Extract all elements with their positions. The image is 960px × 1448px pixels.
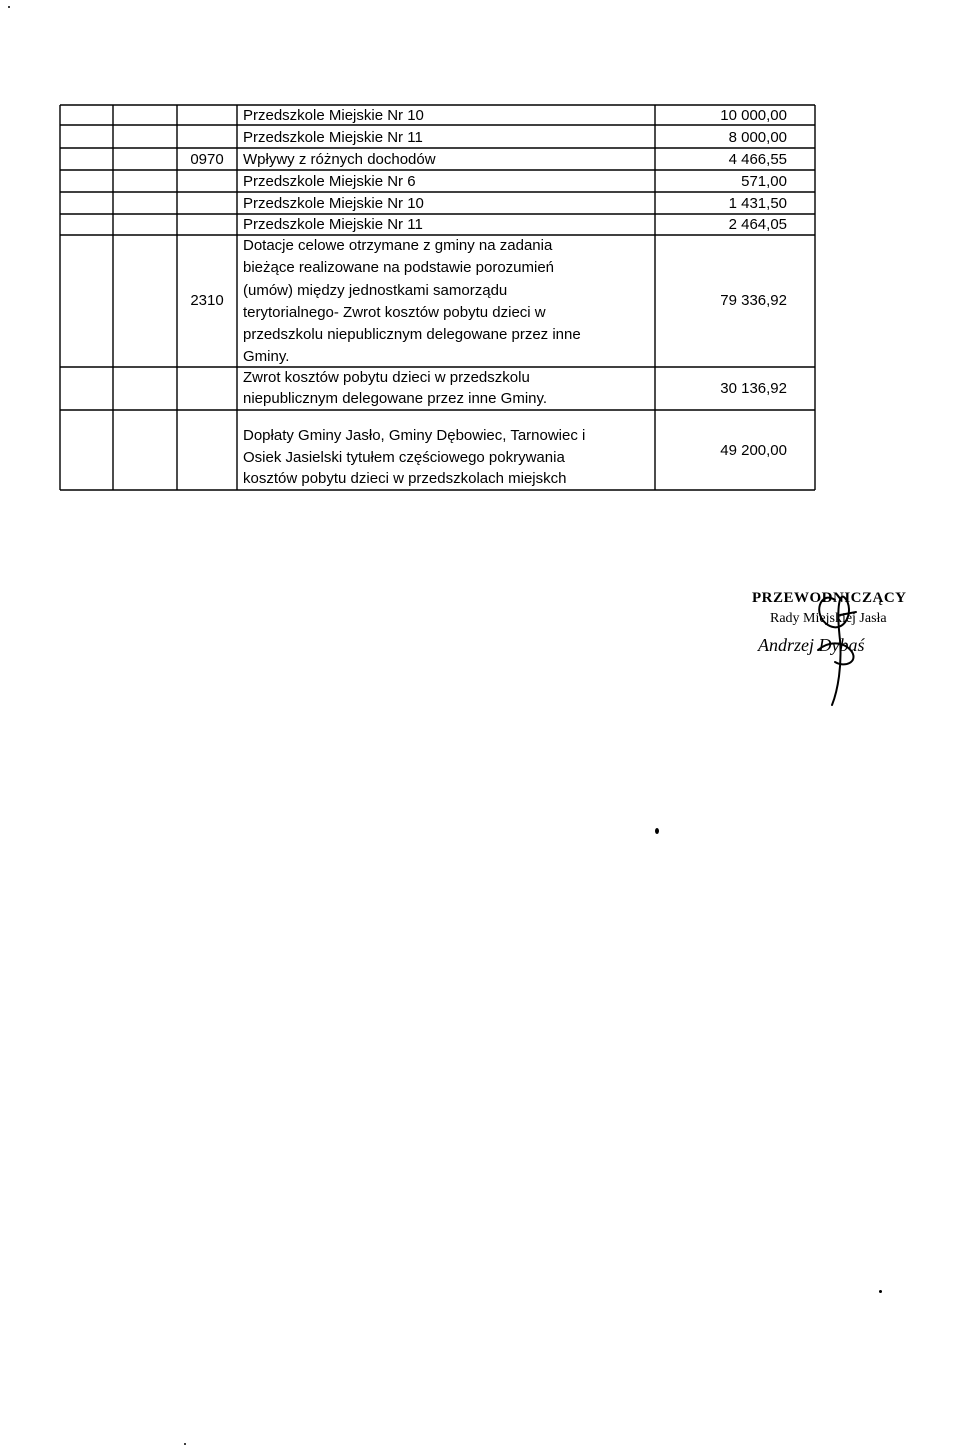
row-description-line: bieżące realizowane na podstawie porozumień	[243, 259, 555, 276]
row-amount: 571,00	[741, 173, 787, 190]
row-description-line: Dopłaty Gminy Jasło, Gminy Dębowiec, Tarnowiec i	[243, 427, 586, 444]
row-description-line: terytorialnego- Zwrot kosztów pobytu dzieci w	[243, 304, 546, 321]
row-description-line: przedszkolu niepublicznym delegowane przez inne	[243, 326, 581, 343]
row-amount: 8 000,00	[728, 129, 787, 146]
signature-title: PRZEWODNICZĄCY	[752, 590, 907, 606]
row-description-line: Gminy.	[243, 348, 290, 365]
row-description-line: Zwrot kosztów pobytu dzieci w przedszkolu	[243, 369, 530, 386]
row-amount: 1 431,50	[728, 195, 787, 212]
row-description-line: niepublicznym delegowane przez inne Gminy.	[243, 390, 548, 407]
scan-speck	[8, 6, 10, 8]
row-amount: 30 136,92	[720, 380, 787, 397]
row-description-line: Osiek Jasielski tytułem częściowego pokrywania	[243, 449, 565, 466]
row-description: Przedszkole Miejskie Nr 10	[243, 107, 424, 124]
signature-name: Andrzej Dybaś	[758, 635, 865, 655]
row-description: Wpływy z różnych dochodów	[243, 151, 436, 168]
row-amount: 49 200,00	[720, 442, 787, 459]
scan-speck	[879, 1290, 882, 1293]
signature-council: Rady Miejskiej Jasła	[770, 611, 887, 626]
row-description: Przedszkole Miejskie Nr 11	[243, 216, 423, 233]
scan-speck	[184, 1443, 186, 1445]
row-amount: 2 464,05	[728, 216, 787, 233]
row-code: 0970	[190, 151, 224, 168]
row-description: Przedszkole Miejskie Nr 6	[243, 173, 416, 190]
row-code: 2310	[190, 292, 224, 309]
row-description-line: (umów) między jednostkami samorządu	[243, 282, 508, 299]
row-description: Przedszkole Miejskie Nr 10	[243, 195, 424, 212]
row-description-line: Dotacje celowe otrzymane z gminy na zadania	[243, 237, 553, 254]
row-description: Przedszkole Miejskie Nr 11	[243, 129, 423, 146]
row-amount: 79 336,92	[720, 292, 787, 309]
row-amount: 4 466,55	[728, 151, 787, 168]
row-amount: 10 000,00	[720, 107, 787, 124]
row-description-line: kosztów pobytu dzieci w przedszkolach miejskch	[243, 470, 567, 487]
scan-speck	[655, 828, 659, 834]
